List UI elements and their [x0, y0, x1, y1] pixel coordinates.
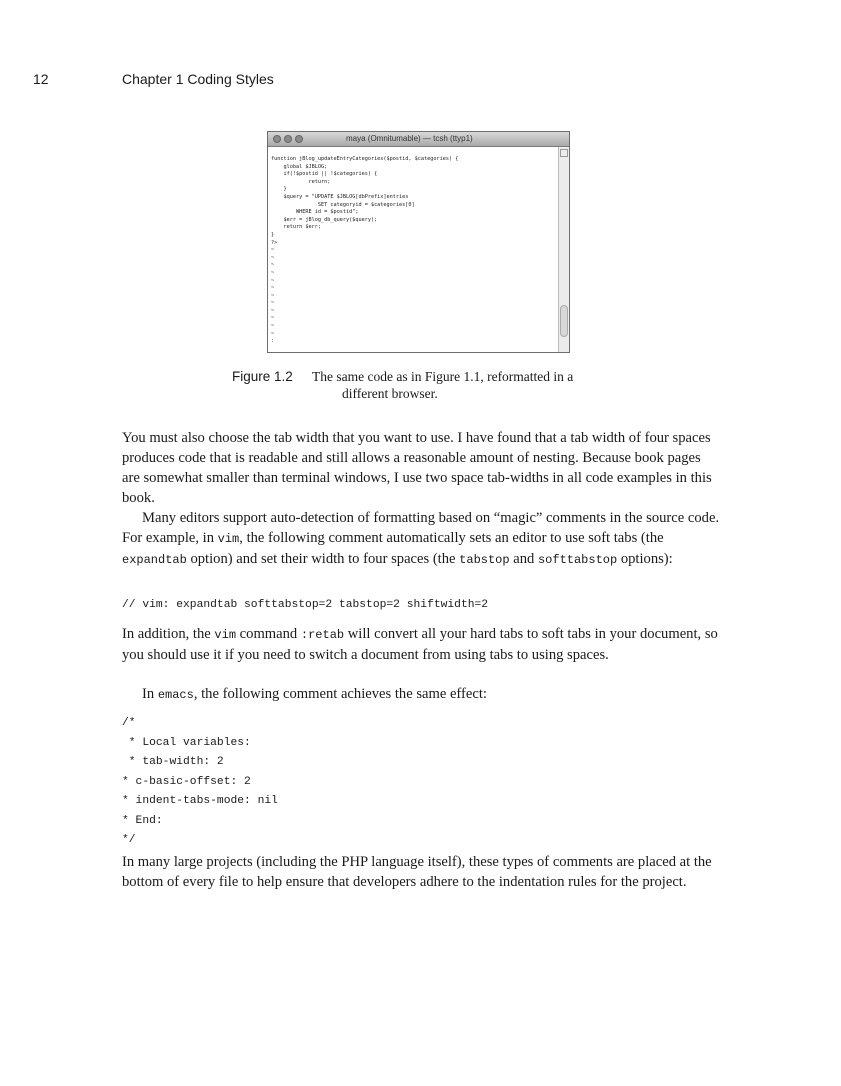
p4-code-1: emacs	[157, 688, 194, 702]
p3-code-2: :retab	[300, 628, 345, 642]
terminal-line: }	[271, 231, 275, 238]
caption-line-2: different browser.	[342, 386, 438, 401]
resize-icon	[560, 149, 568, 157]
p2-code-3: tabstop	[459, 553, 510, 567]
terminal-line: return $err;	[271, 224, 321, 231]
window-title: maya (Omnitumable) — tcsh (ttyp1)	[346, 134, 473, 143]
terminal-line: :	[271, 338, 275, 345]
terminal-line: if(!$postid || !$categories) {	[271, 171, 378, 178]
p3-text-3: will convert all your hard tabs to soft tabs in your document, so you should use it if you need to switch a document from using tabs to using spaces.	[122, 626, 718, 663]
terminal-line: ?>	[271, 239, 278, 246]
p2-code-2: expandtab	[122, 553, 187, 567]
paragraph-2	[122, 508, 722, 570]
p3-text-2: command	[236, 626, 301, 642]
p3-code-1: vim	[214, 628, 237, 642]
window-controls	[273, 135, 303, 143]
terminal-line: ~	[271, 269, 275, 276]
zoom-icon	[295, 135, 303, 143]
p4-text-1: In	[142, 686, 158, 702]
terminal-line: ~	[271, 307, 275, 314]
p2-code-4: softtabstop	[537, 553, 618, 567]
page-number: 12	[33, 71, 49, 87]
terminal-line: }	[271, 186, 287, 193]
p3-text-1: In addition, the	[122, 626, 215, 642]
paragraph-3	[122, 624, 722, 665]
p4-text-2: , the following comment achieves the same effect:	[193, 686, 487, 702]
terminal-line: $query = "UPDATE $JBLOG[dbPrefix]entries	[271, 193, 409, 200]
terminal-line: ~	[271, 315, 275, 322]
caption-line-1: The same code as in Figure 1.1, reformatted in a	[312, 369, 574, 384]
terminal-line: global $JBLOG;	[271, 163, 328, 170]
paragraph-5: In many large projects (including the PHP language itself), these types of comments are placed at the bottom of every file to help ensure that developers adhere to the indentation rules for the project.	[122, 854, 712, 890]
figure-caption	[232, 368, 652, 402]
code-block-vim: // vim: expandtab softtabstop=2 tabstop=2 shiftwidth=2	[122, 599, 489, 611]
terminal-line: ~	[271, 330, 275, 337]
window-titlebar	[268, 132, 569, 147]
code-block-emacs: /* * Local variables: * tab-width: 2 * c-basic-offset: 2 * indent-tabs-mode: nil * End: */	[122, 717, 278, 846]
paragraph-4	[122, 684, 722, 705]
caption-label: Figure 1.2	[232, 369, 293, 384]
p2-text-3: option) and set their width to four spaces (the	[186, 551, 460, 567]
minimize-icon	[284, 135, 292, 143]
terminal-line: ~	[271, 247, 275, 254]
p2-code-1: vim	[217, 532, 240, 546]
running-header	[0, 71, 841, 91]
terminal-line: ~	[271, 262, 275, 269]
p2-text-4: and	[509, 551, 538, 567]
terminal-line: ~	[271, 277, 275, 284]
terminal-line: return;	[271, 178, 331, 185]
p2-text-5: options):	[617, 551, 673, 567]
terminal-code	[268, 147, 559, 352]
scrollbar	[558, 147, 569, 352]
terminal-line: ~	[271, 292, 275, 299]
chapter-title: Chapter 1 Coding Styles	[122, 71, 274, 87]
terminal-line: ~	[271, 254, 275, 261]
terminal-line: ~	[271, 323, 275, 330]
paragraph-1: You must also choose the tab width that you want to use. I have found that a tab width of four spaces produces code that is readable and still allows a reasonable amount of nesting. Because book pages are somewhat smaller than terminal windows, I use two space tab-widths in all code examples in this book.	[122, 430, 712, 506]
terminal-line: SET categoryid = $categories[0]	[271, 201, 415, 208]
scroll-thumb	[560, 305, 568, 337]
terminal-line: WHERE id = $postid";	[271, 209, 359, 216]
close-icon	[273, 135, 281, 143]
figure-terminal-window	[267, 131, 570, 353]
terminal-line: ~	[271, 300, 275, 307]
p2-text-2: , the following comment automatically sets an editor to use soft tabs (the	[239, 530, 664, 546]
p2-text-1: Many editors support auto-detection of formatting based on “magic” comments in the source code. For example, in	[122, 510, 720, 546]
terminal-line: $err = jBlog_db_query($query);	[271, 216, 378, 223]
terminal-line: function jBlog_updateEntryCategories($postid, $categories) {	[271, 156, 459, 162]
terminal-line: ~	[271, 285, 275, 292]
